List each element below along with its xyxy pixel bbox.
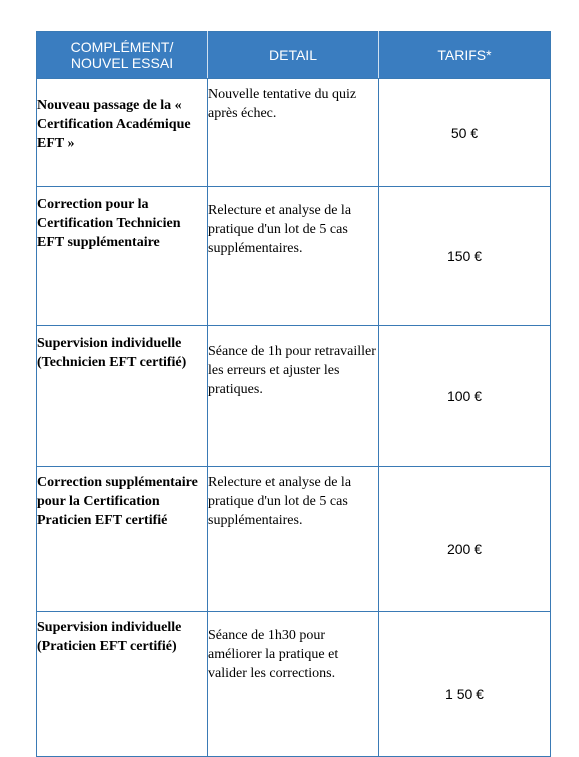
header-detail — [208, 32, 379, 79]
row-price: 1 50 € — [379, 612, 551, 757]
row-detail: Séance de 1h pour retravailler les erreurs et ajuster les pratiques. — [208, 326, 379, 467]
row-price: 200 € — [379, 467, 551, 612]
table-row — [37, 187, 551, 326]
row-detail: Séance de 1h30 pour améliorer la pratique et valider les corrections. — [208, 612, 379, 757]
row-price: 100 € — [379, 326, 551, 467]
row-name: Correction pour la Certification Technicien EFT supplémentaire — [37, 187, 208, 326]
header-tarifs-label: TARIFS* — [437, 47, 492, 63]
row-name: Correction supplémentaire pour la Certification Praticien EFT certifié — [37, 467, 208, 612]
row-price: 50 € — [379, 79, 551, 187]
table-row — [37, 79, 551, 187]
pricing-table — [36, 31, 551, 757]
row-name: Nouveau passage de la « Certification Académique EFT » — [37, 79, 208, 187]
header-complement — [37, 32, 208, 79]
header-detail-label: DETAIL — [269, 47, 317, 63]
table-row — [37, 612, 551, 757]
header-complement-label: COMPLÉMENT/ NOUVEL ESSAI — [70, 39, 174, 71]
row-detail: Relecture et analyse de la pratique d'un lot de 5 cas supplémentaires. — [208, 467, 379, 612]
table-row — [37, 326, 551, 467]
row-name: Supervision individuelle (Technicien EFT certifié) — [37, 326, 208, 467]
row-detail: Relecture et analyse de la pratique d'un lot de 5 cas supplémentaires. — [208, 187, 379, 326]
row-name: Supervision individuelle (Praticien EFT certifié) — [37, 612, 208, 757]
table-row — [37, 467, 551, 612]
header-tarifs — [379, 32, 551, 79]
row-price: 150 € — [379, 187, 551, 326]
table-header — [37, 32, 551, 79]
row-detail: Nouvelle tentative du quiz après échec. — [208, 79, 379, 187]
